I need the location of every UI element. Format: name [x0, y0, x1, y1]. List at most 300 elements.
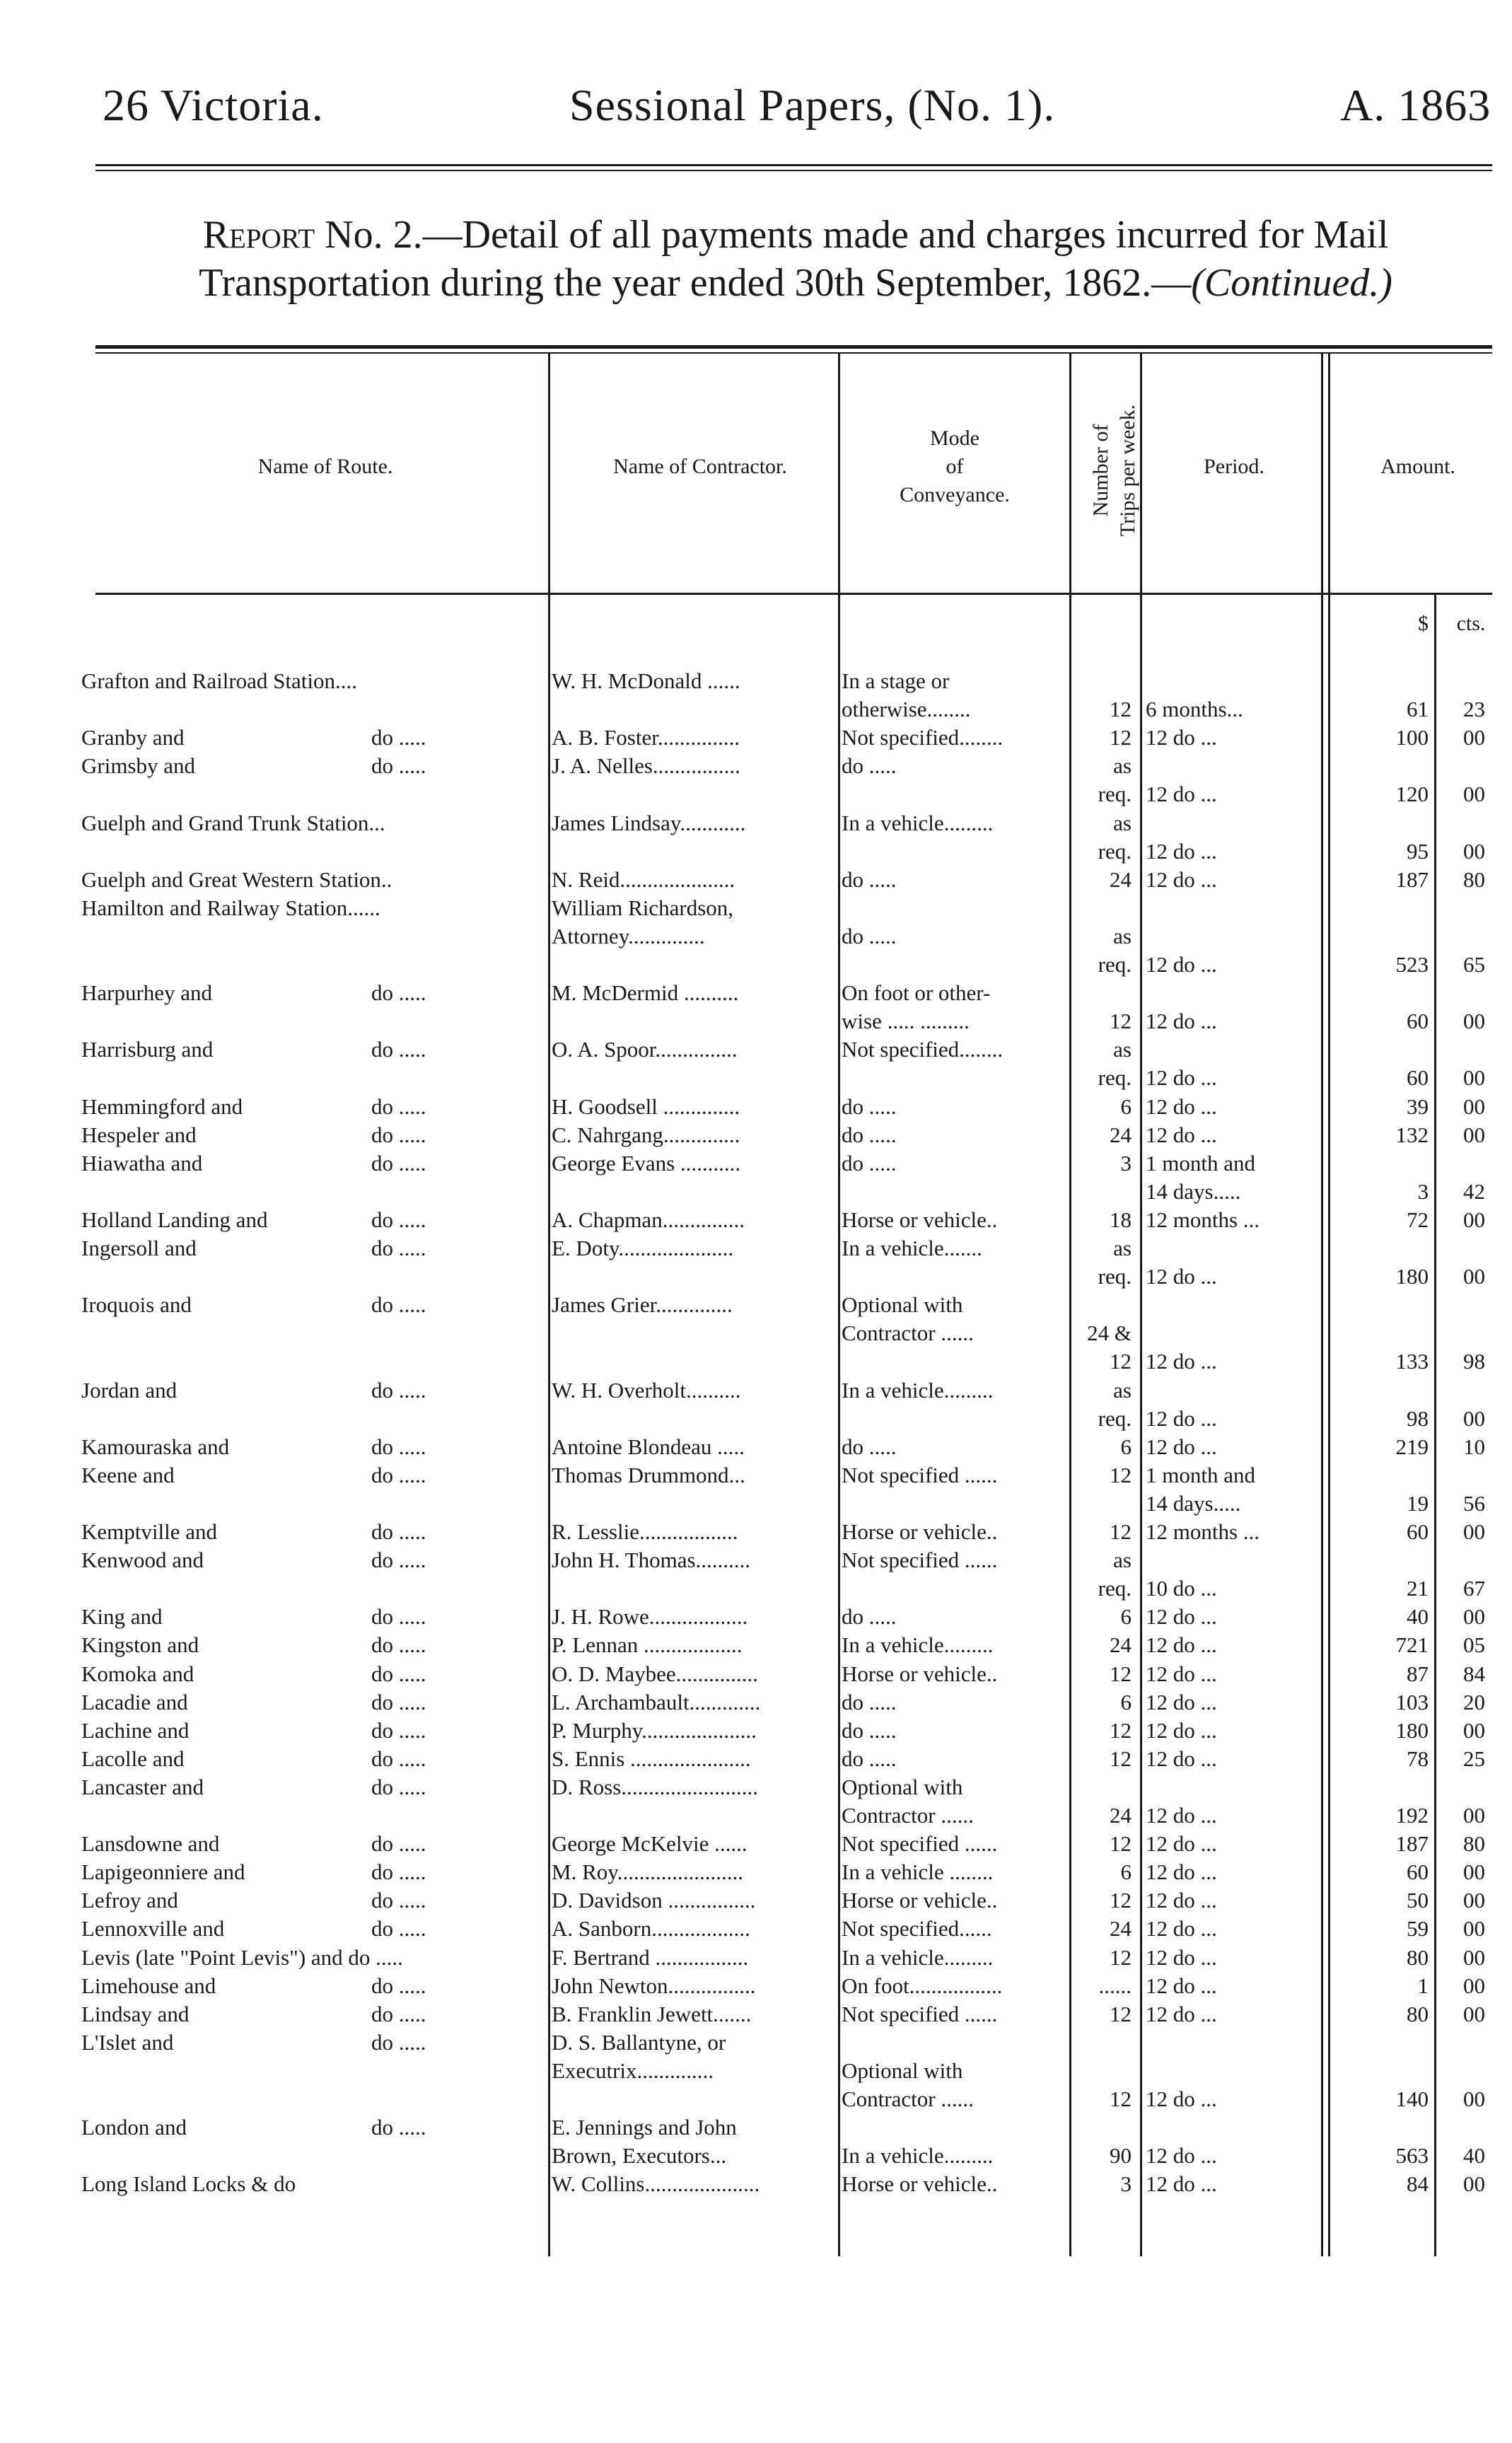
route-name: Lefroy and: [81, 1888, 178, 1913]
contractor-name: S. Ennis ......................: [552, 1746, 751, 1771]
amount-cents: 00: [1463, 1519, 1485, 1544]
trips-per-week: 12: [1110, 697, 1132, 722]
conveyance-mode: Not specified........: [842, 1037, 1004, 1062]
mode-line-1: Mode: [930, 426, 979, 450]
trips-per-week: as: [1113, 810, 1132, 835]
amount-cents: 00: [1463, 2171, 1485, 2197]
trips-per-week: 18: [1110, 1207, 1132, 1232]
conveyance-mode: Not specified......: [842, 1916, 992, 1942]
conveyance-mode: do .....: [842, 1434, 897, 1459]
conveyance-mode: In a vehicle.........: [842, 1944, 994, 1970]
conveyance-mode: do .....: [842, 1150, 897, 1176]
table-row: [0, 1122, 1512, 1151]
trips-per-week: 12: [1110, 1462, 1132, 1487]
table-row: [0, 1803, 1512, 1831]
trips-per-week: as: [1113, 1037, 1132, 1062]
amount-dollars: 3: [1417, 1178, 1429, 1204]
amount-cents: 00: [1463, 782, 1485, 807]
period: 12 do ...: [1146, 1888, 1217, 1913]
amount-dollars: 60: [1407, 1859, 1429, 1885]
contractor-name: E. Doty.....................: [552, 1236, 734, 1260]
table-row: [0, 1463, 1512, 1491]
trips-per-week: 12: [1110, 725, 1132, 750]
amount-dollars: 80: [1407, 2001, 1429, 2026]
route-do: do .....: [371, 1632, 426, 1658]
route-name: Lacolle and: [81, 1746, 185, 1771]
period: 12 do ...: [1146, 2001, 1217, 2026]
conveyance-mode: do .....: [842, 1122, 897, 1147]
route-do: do .....: [371, 1037, 426, 1062]
table-row: [0, 1859, 1512, 1888]
period: 12 do ...: [1146, 1831, 1217, 1857]
amount-dollars: 192: [1395, 1803, 1429, 1828]
conveyance-mode: do .....: [842, 923, 897, 948]
trips-per-week: 12: [1110, 1831, 1132, 1857]
contractor-name: M. Roy.......................: [552, 1859, 743, 1885]
route-do: do .....: [371, 1548, 426, 1573]
route-name: London and: [81, 2115, 187, 2140]
amount-dollars: 60: [1407, 1519, 1429, 1544]
amount-dollars: 80: [1407, 1944, 1429, 1970]
amount-cents: 25: [1463, 1746, 1485, 1771]
amount-cents: 00: [1463, 1944, 1485, 1970]
conveyance-mode: Optional with: [842, 1292, 963, 1318]
amount-dollars: 50: [1407, 1888, 1429, 1913]
trips-per-week: 24: [1110, 1122, 1132, 1147]
amount-cents: 00: [1463, 2087, 1485, 2111]
trips-per-week: 12: [1110, 1349, 1132, 1374]
table-row: [0, 1775, 1512, 1803]
column-header-contractor: Name of Contractor.: [613, 455, 787, 478]
period: 12 do ...: [1146, 2143, 1217, 2169]
contractor-name: Thomas Drummond...: [552, 1462, 745, 1487]
route-name: Kamouraska and: [81, 1434, 230, 1459]
trips-per-week: 12: [1110, 2087, 1132, 2111]
contractor-name: B. Franklin Jewett.......: [552, 2001, 752, 2026]
period: 12 do ...: [1146, 1803, 1217, 1828]
period: 12 do ...: [1146, 1434, 1217, 1459]
conveyance-mode: wise ..... .........: [842, 1009, 970, 1034]
amount-cents: 56: [1463, 1490, 1485, 1516]
period: 14 days.....: [1146, 1178, 1241, 1204]
route-name: Kenwood and: [81, 1548, 204, 1573]
route-name: Lindsay and: [81, 2001, 190, 2026]
trips-per-week: req.: [1098, 838, 1132, 864]
contractor-name: M. McDermid ..........: [552, 980, 739, 1006]
amount-cents: 80: [1463, 1831, 1485, 1857]
route-name: Hiawatha and: [81, 1150, 203, 1176]
amount-dollars: 721: [1395, 1632, 1429, 1658]
route-name: L'Islet and: [81, 2029, 174, 2055]
contractor-name: A. Chapman...............: [552, 1207, 745, 1232]
route-do: do .....: [371, 1774, 426, 1799]
mode-line-2: of: [946, 455, 964, 478]
table-row: [0, 782, 1512, 810]
contractor-name: John H. Thomas..........: [552, 1548, 751, 1573]
period: 12 do ...: [1146, 2171, 1217, 2197]
amount-dollars: 21: [1407, 1576, 1429, 1601]
conveyance-mode: otherwise........: [842, 697, 971, 722]
table-row: [0, 1179, 1512, 1207]
amount-cents: 05: [1463, 1632, 1485, 1658]
period: 12 do ...: [1146, 782, 1217, 807]
conveyance-mode: In a vehicle.........: [842, 1377, 994, 1403]
amount-cents: 00: [1463, 1065, 1485, 1091]
amount-cents: 00: [1463, 838, 1485, 864]
trips-per-week: as: [1113, 753, 1132, 779]
column-header-period: Period.: [1204, 455, 1264, 478]
amount-cents: 80: [1463, 866, 1485, 892]
period: 12 do ...: [1146, 1604, 1217, 1630]
period: 12 do ...: [1146, 1405, 1217, 1431]
table-row: [0, 924, 1512, 952]
amount-dollars: 187: [1395, 866, 1429, 892]
amount-cents: 00: [1463, 1803, 1485, 1828]
table-row: [0, 1236, 1512, 1264]
table-row: [0, 1632, 1512, 1661]
trips-per-week: 6: [1120, 1093, 1132, 1119]
contractor-name: A. B. Foster...............: [552, 725, 740, 750]
title-line-2: Transportation during the year ended 30th September, 1862.—: [199, 261, 1192, 305]
amount-dollars: 98: [1407, 1405, 1429, 1431]
period: 12 do ...: [1146, 866, 1217, 892]
route-name: Hespeler and: [81, 1122, 197, 1147]
route-name: Jordan and: [81, 1377, 178, 1403]
route-do: do .....: [371, 1377, 426, 1403]
period: 12 do ...: [1146, 1661, 1217, 1686]
amount-dollars: 78: [1407, 1746, 1429, 1771]
route-name: Long Island Locks & do: [81, 2171, 296, 2197]
trips-per-week: 12: [1110, 1519, 1132, 1544]
route-do: do .....: [371, 1292, 426, 1318]
mode-line-3: Conveyance.: [900, 483, 1010, 506]
column-header-trips: [1088, 354, 1141, 587]
period: 12 do ...: [1146, 1944, 1217, 1970]
amount-dollars: 60: [1407, 1009, 1429, 1034]
trips-per-week: 12: [1110, 1717, 1132, 1743]
contractor-name: James Grier..............: [552, 1292, 733, 1318]
contractor-name: P. Lennan ..................: [552, 1632, 743, 1658]
trips-per-week: 12: [1110, 1661, 1132, 1686]
amount-dollars: 187: [1395, 1831, 1429, 1857]
amount-cents: 00: [1463, 1973, 1485, 1998]
conveyance-mode: Contractor ......: [842, 1803, 974, 1828]
amount-cents: 65: [1463, 952, 1485, 977]
trips-per-week: 6: [1120, 1604, 1132, 1630]
table-row: [0, 1349, 1512, 1377]
trips-per-week: 12: [1110, 1944, 1132, 1970]
route-do: do .....: [371, 1717, 426, 1743]
period: 6 months...: [1146, 697, 1243, 722]
route-do: do .....: [371, 2001, 426, 2026]
table-row: [0, 2171, 1512, 2200]
table-row: [0, 1973, 1512, 2002]
amount-cents: 00: [1463, 1717, 1485, 1743]
contractor-name: Brown, Executors...: [552, 2143, 727, 2169]
amount-cents: 00: [1463, 1207, 1485, 1232]
route-do: do .....: [371, 753, 426, 779]
contractor-name: H. Goodsell ..............: [552, 1093, 740, 1119]
table-row: [0, 2058, 1512, 2087]
conveyance-mode: do .....: [842, 1746, 897, 1771]
header-underline: [95, 593, 1492, 595]
route-do: do .....: [371, 1519, 426, 1544]
amount-cents: 42: [1463, 1178, 1485, 1204]
table-row: [0, 952, 1512, 980]
route-name: Grafton and Railroad Station....: [81, 668, 357, 693]
route-do: do .....: [371, 2115, 426, 2140]
route-do: do .....: [371, 1859, 426, 1885]
amount-dollars: 72: [1407, 1207, 1429, 1232]
conveyance-mode: In a stage or: [842, 668, 950, 693]
period: 12 do ...: [1146, 1859, 1217, 1885]
table-row: [0, 1945, 1512, 1973]
trips-per-week: req.: [1098, 1405, 1132, 1431]
period: 12 do ...: [1146, 1632, 1217, 1658]
report-title: [92, 211, 1499, 307]
trips-per-week: 24: [1110, 866, 1132, 892]
amount-dollars: 84: [1407, 2171, 1429, 2197]
table-row: [0, 725, 1512, 753]
contractor-name: W. H. McDonald ......: [552, 668, 740, 693]
route-name: Lennoxville and: [81, 1916, 225, 1942]
route-name: Levis (late "Point Levis") and do .....: [81, 1944, 403, 1970]
period: 12 do ...: [1146, 1009, 1217, 1034]
contractor-name: R. Lesslie..................: [552, 1519, 738, 1544]
conveyance-mode: Optional with: [842, 2058, 963, 2083]
table-row: [0, 1378, 1512, 1406]
conveyance-mode: Horse or vehicle..: [842, 1207, 998, 1232]
trips-per-week: 12: [1110, 1009, 1132, 1034]
route-name: Iroquois and: [81, 1292, 192, 1318]
period: 12 months ...: [1146, 1207, 1260, 1232]
amount-dollars: 61: [1407, 697, 1429, 722]
amount-cents: 00: [1463, 1264, 1485, 1289]
amount-dollars: 39: [1407, 1093, 1429, 1119]
contractor-name: W. H. Overholt..........: [552, 1377, 741, 1403]
table-row: [0, 1094, 1512, 1122]
trips-per-week: as: [1113, 1548, 1132, 1573]
route-name: Guelph and Grand Trunk Station...: [81, 810, 385, 835]
route-name: Guelph and Great Western Station..: [81, 866, 392, 892]
table-row: [0, 1434, 1512, 1463]
route-do: do .....: [371, 1207, 426, 1232]
conveyance-mode: do .....: [842, 1717, 897, 1743]
conveyance-mode: In a vehicle.........: [842, 810, 994, 835]
page-header-left: 26 Victoria.: [103, 80, 324, 130]
amount-cents: 20: [1463, 1689, 1485, 1714]
page-header-center: Sessional Papers, (No. 1).: [569, 80, 1056, 130]
amount-cents: 10: [1463, 1434, 1485, 1459]
table-row: [0, 1009, 1512, 1037]
amount-dollars: 140: [1395, 2087, 1429, 2111]
route-name: Granby and: [81, 725, 185, 750]
conveyance-mode: Horse or vehicle..: [842, 2171, 998, 2197]
period: 1 month and: [1146, 1462, 1255, 1487]
conveyance-mode: Optional with: [842, 1774, 963, 1799]
route-do: do .....: [371, 1689, 426, 1714]
amount-dollars: 40: [1407, 1604, 1429, 1630]
route-do: do .....: [371, 1093, 426, 1119]
amount-cents: 84: [1463, 1661, 1485, 1686]
route-name: Lacadie and: [81, 1689, 188, 1714]
table-row: [0, 1746, 1512, 1775]
table-row: [0, 2143, 1512, 2171]
conveyance-mode: do .....: [842, 866, 897, 892]
route-do: do .....: [371, 980, 426, 1006]
conveyance-mode: Not specified ......: [842, 1462, 998, 1487]
period: 12 do ...: [1146, 952, 1217, 977]
conveyance-mode: On foot or other-: [842, 980, 991, 1006]
header-rule: [95, 164, 1492, 166]
trips-per-week: 12: [1110, 1888, 1132, 1913]
column-header-mode: [849, 424, 1061, 509]
route-name: Harrisburg and: [81, 1037, 214, 1062]
route-do: do .....: [371, 1888, 426, 1913]
table-row: [0, 1916, 1512, 1944]
contractor-name: P. Murphy.....................: [552, 1717, 757, 1743]
trips-line-1: Number of: [1089, 424, 1112, 517]
table-row: [0, 1264, 1512, 1292]
route-name: Lansdowne and: [81, 1831, 220, 1857]
conveyance-mode: Not specified ......: [842, 2001, 998, 2026]
contractor-name: W. Collins.....................: [552, 2171, 760, 2197]
conveyance-mode: In a vehicle.......: [842, 1236, 982, 1260]
table-row: [0, 1604, 1512, 1632]
period: 10 do ...: [1146, 1576, 1217, 1601]
conveyance-mode: do .....: [842, 1604, 897, 1630]
route-name: Lachine and: [81, 1717, 190, 1743]
table-row: [0, 1065, 1512, 1093]
table-row: [0, 1292, 1512, 1321]
table-top-rule-second: [95, 352, 1492, 354]
route-do: do .....: [371, 725, 426, 750]
table-row: [0, 895, 1512, 924]
contractor-name: J. A. Nelles................: [552, 753, 740, 779]
amount-cents: 00: [1463, 725, 1485, 750]
route-name: Harpurhey and: [81, 980, 213, 1006]
amount-dollars: 19: [1407, 1490, 1429, 1516]
table-row: [0, 753, 1512, 782]
conveyance-mode: Not specified ......: [842, 1831, 998, 1857]
column-header-cents: cts.: [1456, 612, 1486, 635]
trips-per-week: req.: [1098, 1264, 1132, 1289]
route-do: do .....: [371, 1462, 426, 1487]
route-name: Hamilton and Railway Station......: [81, 895, 380, 920]
trips-per-week: 90: [1110, 2143, 1132, 2169]
amount-dollars: 120: [1395, 782, 1429, 807]
contractor-name: James Lindsay............: [552, 810, 746, 835]
contractor-name: C. Nahrgang..............: [552, 1122, 740, 1147]
trips-per-week: req.: [1098, 782, 1132, 807]
table-row: [0, 1519, 1512, 1548]
amount-dollars: 60: [1407, 1065, 1429, 1091]
page-header-right: A. 1863: [1340, 80, 1491, 130]
conveyance-mode: In a vehicle.........: [842, 1632, 994, 1658]
trips-per-week: as: [1113, 1236, 1132, 1260]
period: 12 months ...: [1146, 1519, 1260, 1544]
table-row: [0, 1690, 1512, 1718]
trips-per-week: 6: [1120, 1859, 1132, 1885]
period: 1 month and: [1146, 1150, 1255, 1176]
contractor-name: E. Jennings and John: [552, 2115, 737, 2140]
conveyance-mode: do .....: [842, 1093, 897, 1119]
contractor-name: O. A. Spoor...............: [552, 1037, 738, 1062]
period: 12 do ...: [1146, 1689, 1217, 1714]
conveyance-mode: Contractor ......: [842, 2087, 974, 2111]
contractor-name: F. Bertrand .................: [552, 1944, 749, 1970]
column-header-route: Name of Route.: [257, 455, 393, 478]
table-row: [0, 1491, 1512, 1519]
conveyance-mode: Horse or vehicle..: [842, 1519, 998, 1544]
route-name: Ingersoll and: [81, 1236, 197, 1260]
trips-per-week: req.: [1098, 1576, 1132, 1601]
route-name: Lancaster and: [81, 1774, 204, 1799]
contractor-name: Antoine Blondeau .....: [552, 1434, 745, 1459]
table-row: [0, 2115, 1512, 2143]
amount-dollars: 87: [1407, 1661, 1429, 1686]
route-do: do .....: [371, 1916, 426, 1942]
amount-cents: 00: [1463, 1916, 1485, 1942]
contractor-name: George Evans ...........: [552, 1150, 741, 1176]
table-row: [0, 1207, 1512, 1236]
amount-cents: 98: [1463, 1349, 1485, 1374]
amount-cents: 40: [1463, 2143, 1485, 2169]
contractor-name: A. Sanborn..................: [552, 1916, 750, 1942]
route-do: do .....: [371, 1661, 426, 1686]
table-row: [0, 1718, 1512, 1746]
table-row: [0, 980, 1512, 1009]
table-row: [0, 2002, 1512, 2030]
amount-dollars: 133: [1395, 1349, 1429, 1374]
period: 12 do ...: [1146, 725, 1217, 750]
route-do: do .....: [371, 1236, 426, 1260]
conveyance-mode: do .....: [842, 753, 897, 779]
amount-dollars: 103: [1395, 1689, 1429, 1714]
table-row: [0, 668, 1512, 697]
trips-per-week: req.: [1098, 952, 1132, 977]
table-row: [0, 697, 1512, 725]
column-header-dollars: $: [1418, 612, 1429, 635]
period: 12 do ...: [1146, 1349, 1217, 1374]
route-name: Komoka and: [81, 1661, 194, 1686]
route-name: Limehouse and: [81, 1973, 216, 1998]
trips-per-week: 12: [1110, 1746, 1132, 1771]
trips-per-week: 6: [1120, 1689, 1132, 1714]
contractor-name: O. D. Maybee...............: [552, 1661, 758, 1686]
contractor-name: George McKelvie ......: [552, 1831, 748, 1857]
trips-per-week: 24: [1110, 1803, 1132, 1828]
amount-cents: 00: [1463, 2001, 1485, 2026]
conveyance-mode: do .....: [842, 1689, 897, 1714]
amount-dollars: 1: [1417, 1973, 1429, 1998]
period: 12 do ...: [1146, 1746, 1217, 1771]
period: 12 do ...: [1146, 1916, 1217, 1942]
trips-per-week: 3: [1120, 1150, 1132, 1176]
amount-cents: 67: [1463, 1576, 1485, 1601]
title-line-1: No. 2.—Detail of all payments made and charges incurred for Mail: [325, 213, 1389, 257]
table-row: [0, 1888, 1512, 1916]
period: 12 do ...: [1146, 1717, 1217, 1743]
route-name: Hemmingford and: [81, 1093, 243, 1119]
period: 12 do ...: [1146, 1264, 1217, 1289]
trips-per-week: req.: [1098, 1065, 1132, 1091]
period: 12 do ...: [1146, 1065, 1217, 1091]
table-row: [0, 811, 1512, 839]
amount-cents: 00: [1463, 1888, 1485, 1913]
table-top-rule: [95, 345, 1492, 349]
trips-per-week: 24: [1110, 1632, 1132, 1658]
